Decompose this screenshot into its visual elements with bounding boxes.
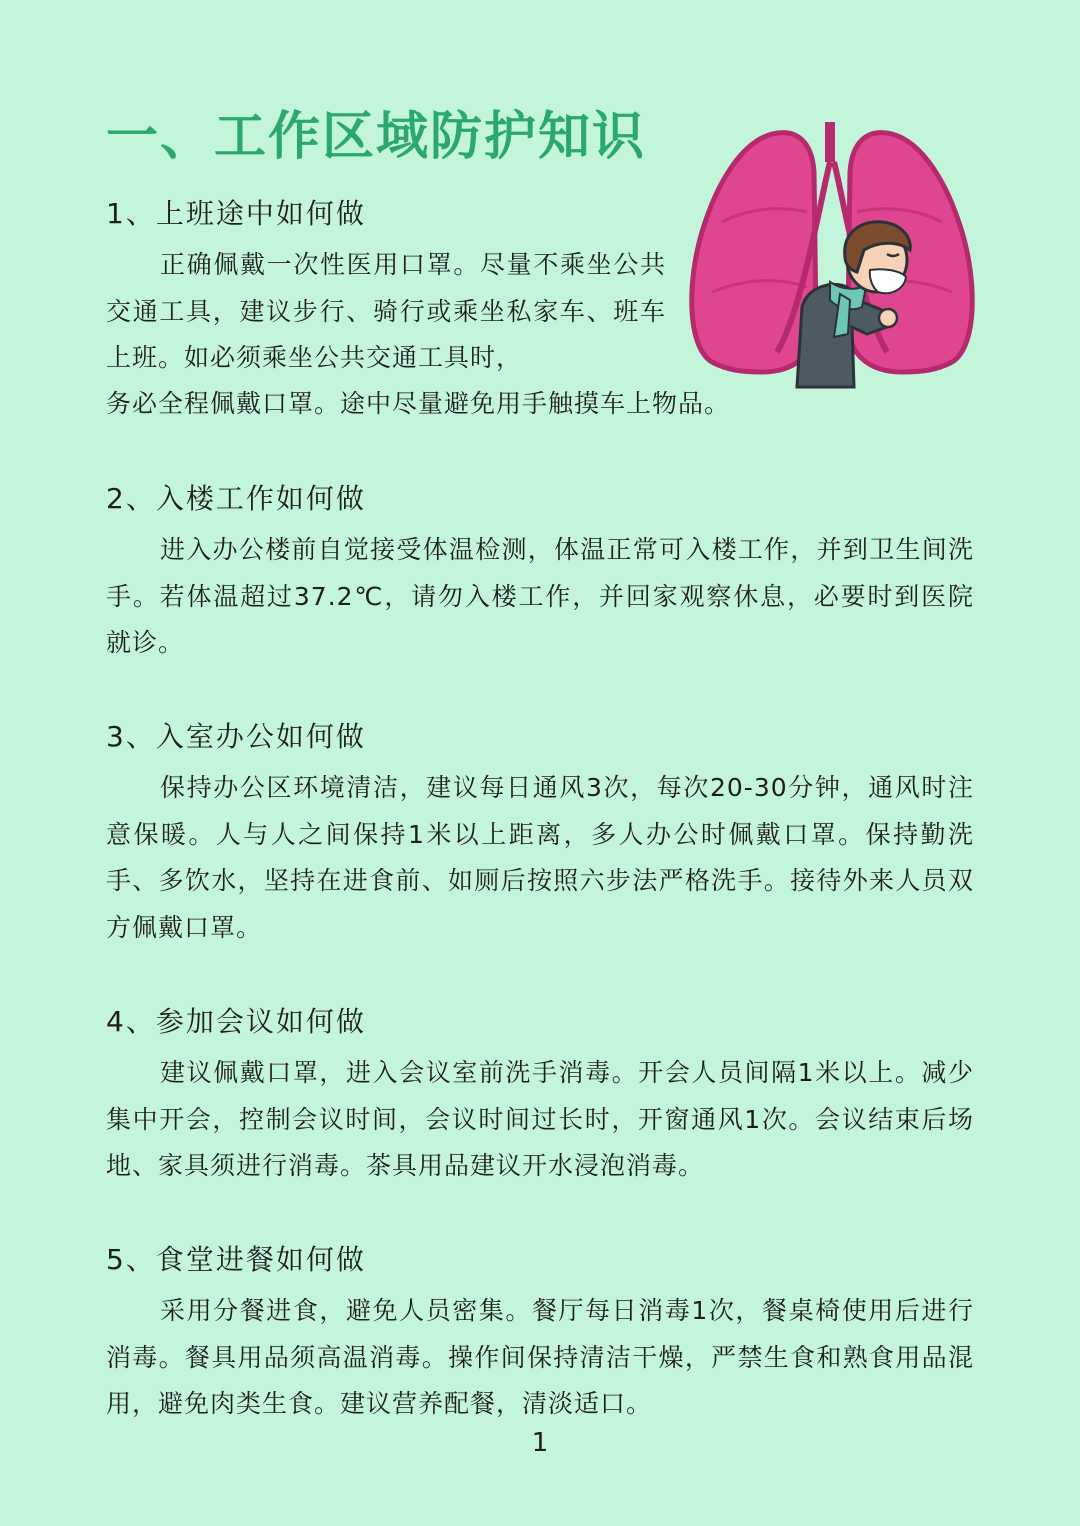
section-text-1: 正确佩戴一次性医用口罩。尽量不乘坐公共交通工具，建议步行、骑行或乘坐私家车、班车上班。如必须乘坐公共交通工具时， bbox=[106, 250, 666, 372]
section-text-4: 建议佩戴口罩，进入会议室前洗手消毒。开会人员间隔1米以上。减少集中开会，控制会议时间，会议时间过长时，开窗通风1次。会议结束后场地、家具须进行消毒。茶具用品建议开水浸泡消毒。 bbox=[106, 1058, 974, 1180]
page-number: 1 bbox=[531, 1428, 549, 1458]
section-heading-2: 2、入楼工作如何做 bbox=[106, 482, 366, 515]
section-text-2: 进入办公楼前自觉接受体温检测，体温正常可入楼工作，并到卫生间洗手。若体温超过37.2℃，请勿入楼工作，并回家观察休息，必要时到医院就诊。 bbox=[106, 535, 974, 657]
section-text-5: 采用分餐进食，避免人员密集。餐厅每日消毒1次，餐桌椅使用后进行消毒。餐具用品须高温消毒。操作间保持清洁干燥，严禁生食和熟食用品混用，避免肉类生食。建议营养配餐，清淡适口。 bbox=[106, 1296, 974, 1418]
section-text-3: 保持办公区环境清洁，建议每日通风3次，每次20-30分钟，通风时注意保暖。人与人之间保持1米以上距离，多人办公时佩戴口罩。保持勤洗手、多饮水，坚持在进食前、如厕后按照六步法严格洗手。接待外来人员双方佩戴口罩。 bbox=[106, 773, 974, 942]
section-heading-5: 5、食堂进餐如何做 bbox=[106, 1243, 366, 1276]
section-heading-3: 3、入室办公如何做 bbox=[106, 720, 366, 753]
lungs-coughing-person-icon bbox=[682, 122, 982, 392]
page-title: 一、工作区域防护知识 bbox=[106, 107, 647, 167]
section-text-1-tail: 务必全程佩戴口罩。途中尽量避免用手触摸车上物品。 bbox=[106, 389, 731, 418]
section-heading-1: 1、上班途中如何做 bbox=[106, 197, 366, 230]
section-heading-4: 4、参加会议如何做 bbox=[106, 1005, 366, 1038]
